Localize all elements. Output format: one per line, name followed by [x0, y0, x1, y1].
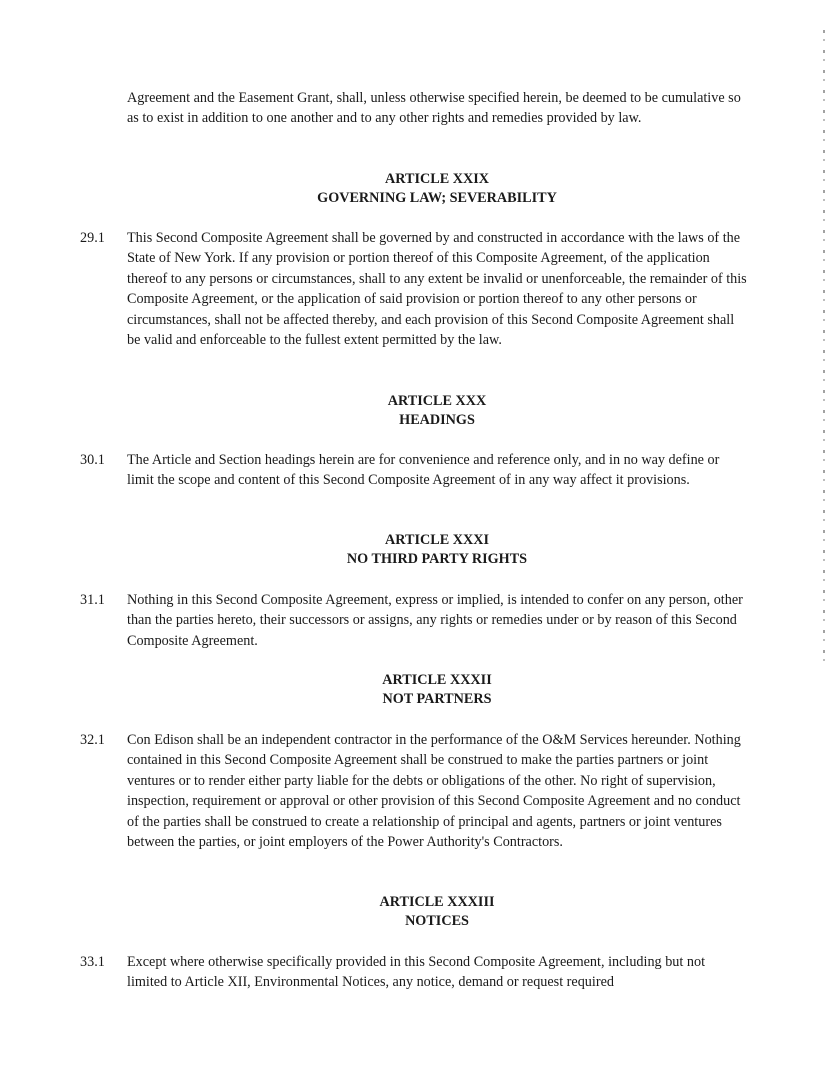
section-text: Nothing in this Second Composite Agreement, express or implied, is intended to confer on any person, other than the parties hereto, their successors or assigns, any rights or remedies under or by reason of this Second Composite Agreement.	[127, 592, 743, 649]
scan-edge-artifact	[823, 30, 825, 670]
section-text: Con Edison shall be an independent contractor in the performance of the O&M Services hereunder. Nothing contained in this Second Composite Agreement shall be construed to make the parties partners or joint ventures or to render either party liable for the debts or obligations of the other. No right of supervision, inspection, requirement or approval or other provision of this Second Composite Agreement and no conduct of the parties shall be construed to create a relationship of principal and agents, partners or joint ventures between the parties, or joint employers of the Power Authority's Contractors.	[127, 732, 741, 851]
article-heading-xxx	[127, 392, 747, 430]
article-heading-xxix	[127, 170, 747, 208]
article-title: GOVERNING LAW; SEVERABILITY	[317, 190, 557, 206]
section-text: This Second Composite Agreement shall be governed by and constructed in accordance with the laws of the State of New York. If any provision or portion thereof of this Composite Agreement, of the application thereof to any persons or circumstances, shall to any extent be invalid or unenforceable, the remainder of this Composite Agreement, or the application of said provision or portion thereof to any other persons or circumstances, shall not be affected thereby, and each provision of this Second Composite Agreement shall be valid and enforceable to the fullest extent permitted by the law.	[127, 230, 747, 349]
section-number: 33.1	[80, 954, 105, 970]
section-number: 29.1	[80, 230, 105, 246]
article-title: NOT PARTNERS	[382, 691, 492, 707]
article-title: NOTICES	[405, 913, 469, 929]
article-heading-xxxii	[127, 671, 747, 709]
section-text: Except where otherwise specifically provided in this Second Composite Agreement, including but not limited to Article XII, Environmental Notices, any notice, demand or request required	[127, 954, 706, 991]
section-number: 31.1	[80, 592, 105, 608]
continuation-paragraph: Agreement and the Easement Grant, shall, unless otherwise specified herein, be deemed to be cumulative so as to exist in addition to one another and to any other rights and remedies provided by law.	[127, 90, 741, 127]
section-number: 30.1	[80, 452, 105, 468]
section-number: 32.1	[80, 732, 105, 748]
article-heading-xxxi	[127, 531, 747, 569]
article-label: ARTICLE XXX	[387, 393, 487, 409]
section-text: The Article and Section headings herein are for convenience and reference only, and in no way define or limit the scope and content of this Second Composite Agreement of in any way affect it provisions.	[127, 452, 720, 489]
article-title: NO THIRD PARTY RIGHTS	[346, 551, 528, 567]
article-label: ARTICLE XXXIII	[379, 894, 495, 910]
article-label: ARTICLE XXIX	[385, 171, 489, 187]
article-label: ARTICLE XXXII	[382, 672, 492, 688]
article-label: ARTICLE XXXI	[385, 532, 489, 548]
article-title: HEADINGS	[399, 412, 475, 428]
article-heading-xxxiii	[127, 893, 747, 931]
